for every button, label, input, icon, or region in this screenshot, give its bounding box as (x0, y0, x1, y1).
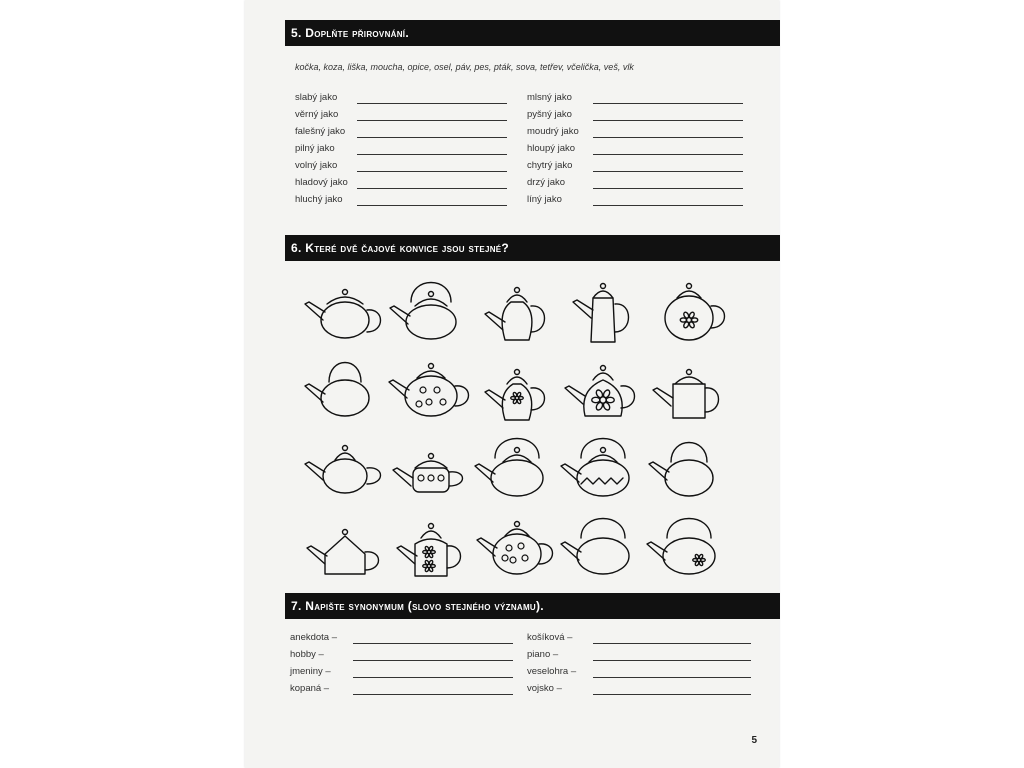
teapot-icon (391, 428, 471, 503)
task7-right-label: košíková – (527, 632, 573, 643)
teapot-icon (305, 428, 385, 503)
task5-number: 5. (291, 26, 302, 40)
task7-answer-line[interactable] (593, 694, 751, 695)
task5-answer-line[interactable] (593, 137, 743, 138)
teapot-17[interactable] (391, 506, 471, 581)
teapot-grid (305, 272, 745, 582)
teapot-9[interactable] (563, 350, 643, 425)
teapot-18[interactable] (477, 506, 557, 581)
teapot-icon (563, 350, 643, 425)
task7-left-label: hobby – (290, 649, 324, 660)
task5-left-label: falešný jako (295, 126, 346, 137)
task5-right-label: mlsný jako (527, 92, 572, 103)
task5-answer-line[interactable] (593, 188, 743, 189)
teapot-icon (649, 506, 729, 581)
teapot-icon (649, 428, 729, 503)
teapot-20[interactable] (649, 506, 729, 581)
teapot-icon (305, 272, 385, 347)
teapot-icon (563, 506, 643, 581)
task5-word-bank: kočka, koza, liška, moucha, opice, osel, páv, pes, pták, sova, tetřev, včelička, veš, vlk (295, 62, 634, 72)
teapot-19[interactable] (563, 506, 643, 581)
task5-right-label: moudrý jako (527, 126, 579, 137)
task5-answer-line[interactable] (593, 120, 743, 121)
task5-right-label: drzý jako (527, 177, 566, 188)
task6-header (285, 235, 780, 261)
task6-number: 6. (291, 241, 302, 255)
teapot-icon (305, 506, 385, 581)
task5-left-label: slabý jako (295, 92, 338, 103)
teapot-icon (391, 506, 471, 581)
teapot-4[interactable] (563, 272, 643, 347)
task7-answer-line[interactable] (593, 660, 751, 661)
task5-answer-line[interactable] (593, 154, 743, 155)
task5-left-label: hladový jako (295, 177, 348, 188)
teapot-icon (477, 506, 557, 581)
task5-answer-line[interactable] (357, 154, 507, 155)
task5-right-label: líný jako (527, 194, 562, 205)
task5-right-label: pyšný jako (527, 109, 572, 120)
teapot-icon (649, 350, 729, 425)
task7-right-label: piano – (527, 649, 559, 660)
teapot-icon (477, 350, 557, 425)
task7-left-label: anekdota – (290, 632, 338, 643)
teapot-icon (477, 272, 557, 347)
teapot-7[interactable] (391, 350, 471, 425)
task7-left-label: jmeniny – (290, 666, 331, 677)
task5-left-label: volný jako (295, 160, 338, 171)
task7-answer-line[interactable] (593, 643, 751, 644)
worksheet-page (245, 0, 779, 768)
teapot-icon (649, 272, 729, 347)
task7-answer-line[interactable] (353, 643, 513, 644)
teapot-icon (305, 350, 385, 425)
teapot-5[interactable] (649, 272, 729, 347)
teapot-15[interactable] (649, 428, 729, 503)
task5-answer-line[interactable] (357, 103, 507, 104)
teapot-10[interactable] (649, 350, 729, 425)
teapot-12[interactable] (391, 428, 471, 503)
task5-answer-line[interactable] (357, 188, 507, 189)
task7-header (285, 593, 780, 619)
task7-answer-line[interactable] (353, 660, 513, 661)
task5-left-label: hluchý jako (295, 194, 343, 205)
task5-header (285, 20, 780, 46)
task5-left-label: pilný jako (295, 143, 335, 154)
task7-title: Napište synonymum (slovo stejného významu). (305, 599, 544, 613)
task6-title: Které dvě čajové konvice jsou stejné? (305, 241, 510, 255)
task7-right-label: vojsko – (527, 683, 562, 694)
page-number: 5 (751, 735, 757, 746)
task5-answer-line[interactable] (357, 120, 507, 121)
teapot-8[interactable] (477, 350, 557, 425)
teapot-14[interactable] (563, 428, 643, 503)
teapot-13[interactable] (477, 428, 557, 503)
teapot-icon (477, 428, 557, 503)
task5-answer-line[interactable] (357, 171, 507, 172)
teapot-icon (563, 272, 643, 347)
teapot-2[interactable] (391, 272, 471, 347)
teapot-1[interactable] (305, 272, 385, 347)
teapot-16[interactable] (305, 506, 385, 581)
task7-answer-line[interactable] (353, 694, 513, 695)
teapot-6[interactable] (305, 350, 385, 425)
teapot-icon (391, 272, 471, 347)
teapot-3[interactable] (477, 272, 557, 347)
task7-number: 7. (291, 599, 302, 613)
task5-right-label: hloupý jako (527, 143, 576, 154)
teapot-11[interactable] (305, 428, 385, 503)
task5-answer-line[interactable] (593, 171, 743, 172)
task5-right-label: chytrý jako (527, 160, 573, 171)
teapot-icon (391, 350, 471, 425)
task5-answer-line[interactable] (357, 137, 507, 138)
teapot-icon (563, 428, 643, 503)
task5-title: Doplňte přirovnání. (305, 26, 409, 40)
task5-left-label: věrný jako (295, 109, 339, 120)
task5-answer-line[interactable] (593, 205, 743, 206)
task5-answer-line[interactable] (357, 205, 507, 206)
task5-answer-line[interactable] (593, 103, 743, 104)
task7-answer-line[interactable] (593, 677, 751, 678)
task7-right-label: veselohra – (527, 666, 577, 677)
task7-answer-line[interactable] (353, 677, 513, 678)
task7-left-label: kopaná – (290, 683, 330, 694)
